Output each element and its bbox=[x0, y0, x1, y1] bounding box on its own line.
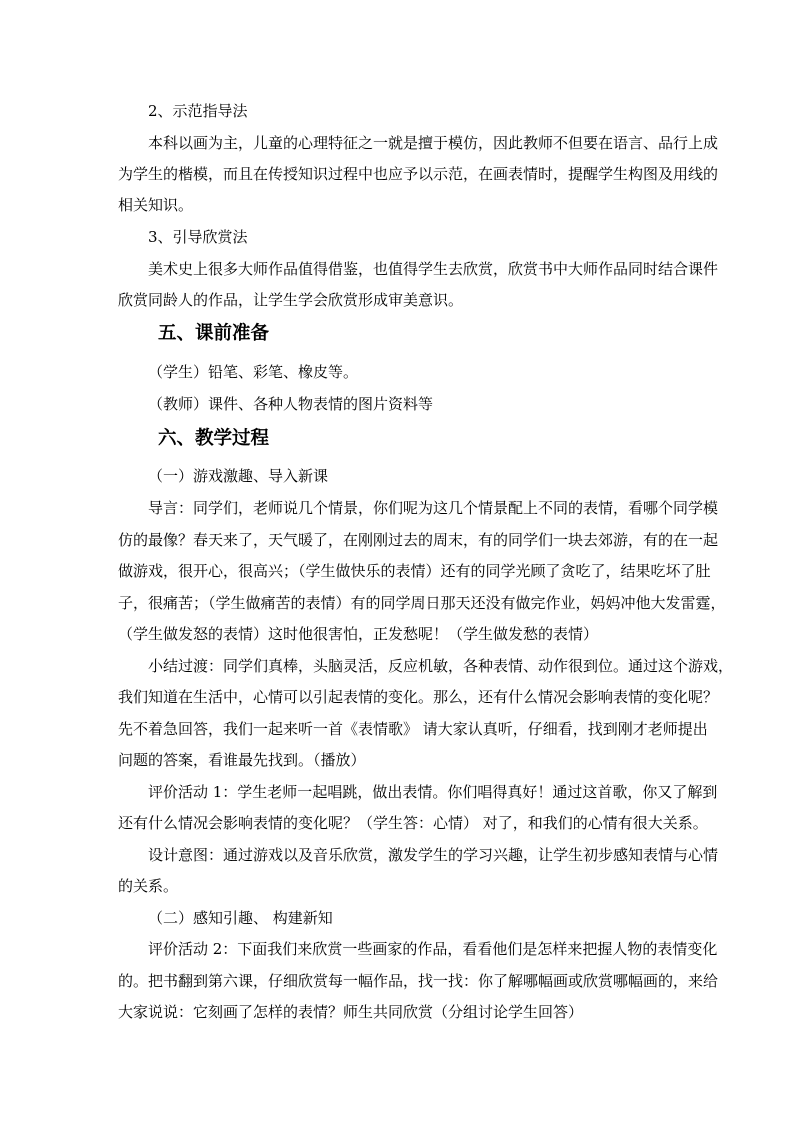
paragraph-line: 设计意图：通过游戏以及音乐欣赏，激发学生的学习兴趣，让学生初步感知表情与心情 bbox=[148, 846, 719, 864]
paragraph-line: 小结过渡：同学们真棒，头脑灵活，反应机敏，各种表情、动作很到位。通过这个游戏， bbox=[148, 657, 734, 675]
paragraph-line: 的关系。 bbox=[118, 877, 179, 895]
paragraph-line: 的。把书翻到第六课，仔细欣赏每一幅作品，找一找：你了解哪幅画或欣赏哪幅画的，来给 bbox=[118, 972, 719, 990]
paragraph-line: 先不着急回答，我们一起来听一首《表情歌》 请大家认真听，仔细看，找到刚才老师提出 bbox=[118, 720, 708, 738]
paragraph-line: 美术史上很多大师作品值得借鉴，也值得学生去欣赏，欣赏书中大师作品同时结合课件 bbox=[148, 260, 719, 278]
paragraph-line: 欣赏同龄人的作品，让学生学会欣赏形成审美意识。 bbox=[118, 291, 464, 309]
paragraph-line: （教师）课件、各种人物表情的图片资料等 bbox=[148, 395, 434, 413]
paragraph-line: 子，很痛苦；（学生做痛苦的表情）有的同学周日那天还没有做完作业，妈妈冲他大发雷霆， bbox=[118, 594, 726, 612]
subheading-perception: （二）感知引趣、 构建新知 bbox=[148, 909, 333, 927]
section-heading-process: 六、教学过程 bbox=[158, 428, 270, 449]
paragraph-line: （学生做发怒的表情）这时他很害怕，正发愁呢！（学生做发愁的表情） bbox=[118, 625, 599, 643]
paragraph-line: 相关知识。 bbox=[118, 196, 194, 214]
subheading-game: （一）游戏激趣、导入新课 bbox=[148, 467, 329, 485]
paragraph-line: 大家说说：它刻画了怎样的表情？师生共同欣赏（分组讨论学生回答） bbox=[118, 1003, 584, 1021]
paragraph-line: 评价活动 2：下面我们来欣赏一些画家的作品，看看他们是怎样来把握人物的表情变化 bbox=[148, 940, 718, 958]
paragraph-line: 评价活动 1：学生老师一起唱跳，做出表情。你们唱得真好！通过这首歌，你又了解到 bbox=[148, 783, 718, 801]
section-heading-preparation: 五、课前准备 bbox=[158, 323, 270, 344]
paragraph-line: 做游戏，很开心，很高兴；（学生做快乐的表情）还有的同学光顾了贪吃了，结果吃坏了肚 bbox=[118, 562, 711, 580]
paragraph-line: 我们知道在生活中，心情可以引起表情的变化。那么，还有什么情况会影响表情的变化呢？ bbox=[118, 688, 719, 706]
paragraph-line: 本科以画为主，儿童的心理特征之一就是擅于模仿，因此教师不但要在语言、品行上成 bbox=[148, 134, 719, 152]
paragraph-line: 仿的最像？春天来了，天气暖了，在刚刚过去的周末，有的同学们一块去郊游，有的在一起 bbox=[118, 531, 719, 549]
subheading-appreciation-method: 3、引导欣赏法 bbox=[148, 228, 248, 246]
paragraph-line: 为学生的楷模，而且在传授知识过程中也应予以示范，在画表情时，提醒学生构图及用线的 bbox=[118, 165, 719, 183]
paragraph-line: 导言：同学们，老师说几个情景，你们呢为这几个情景配上不同的表情，看哪个同学模 bbox=[148, 499, 719, 517]
paragraph-line: 还有什么情况会影响表情的变化呢？（学生答：心情） 对了，和我们的心情有很大关系。 bbox=[118, 814, 708, 832]
subheading-demonstration-method: 2、示范指导法 bbox=[148, 102, 248, 120]
paragraph-line: 问题的答案，看谁最先找到。（播放） bbox=[118, 751, 366, 769]
paragraph-line: （学生）铅笔、彩笔、橡皮等。 bbox=[148, 363, 359, 381]
